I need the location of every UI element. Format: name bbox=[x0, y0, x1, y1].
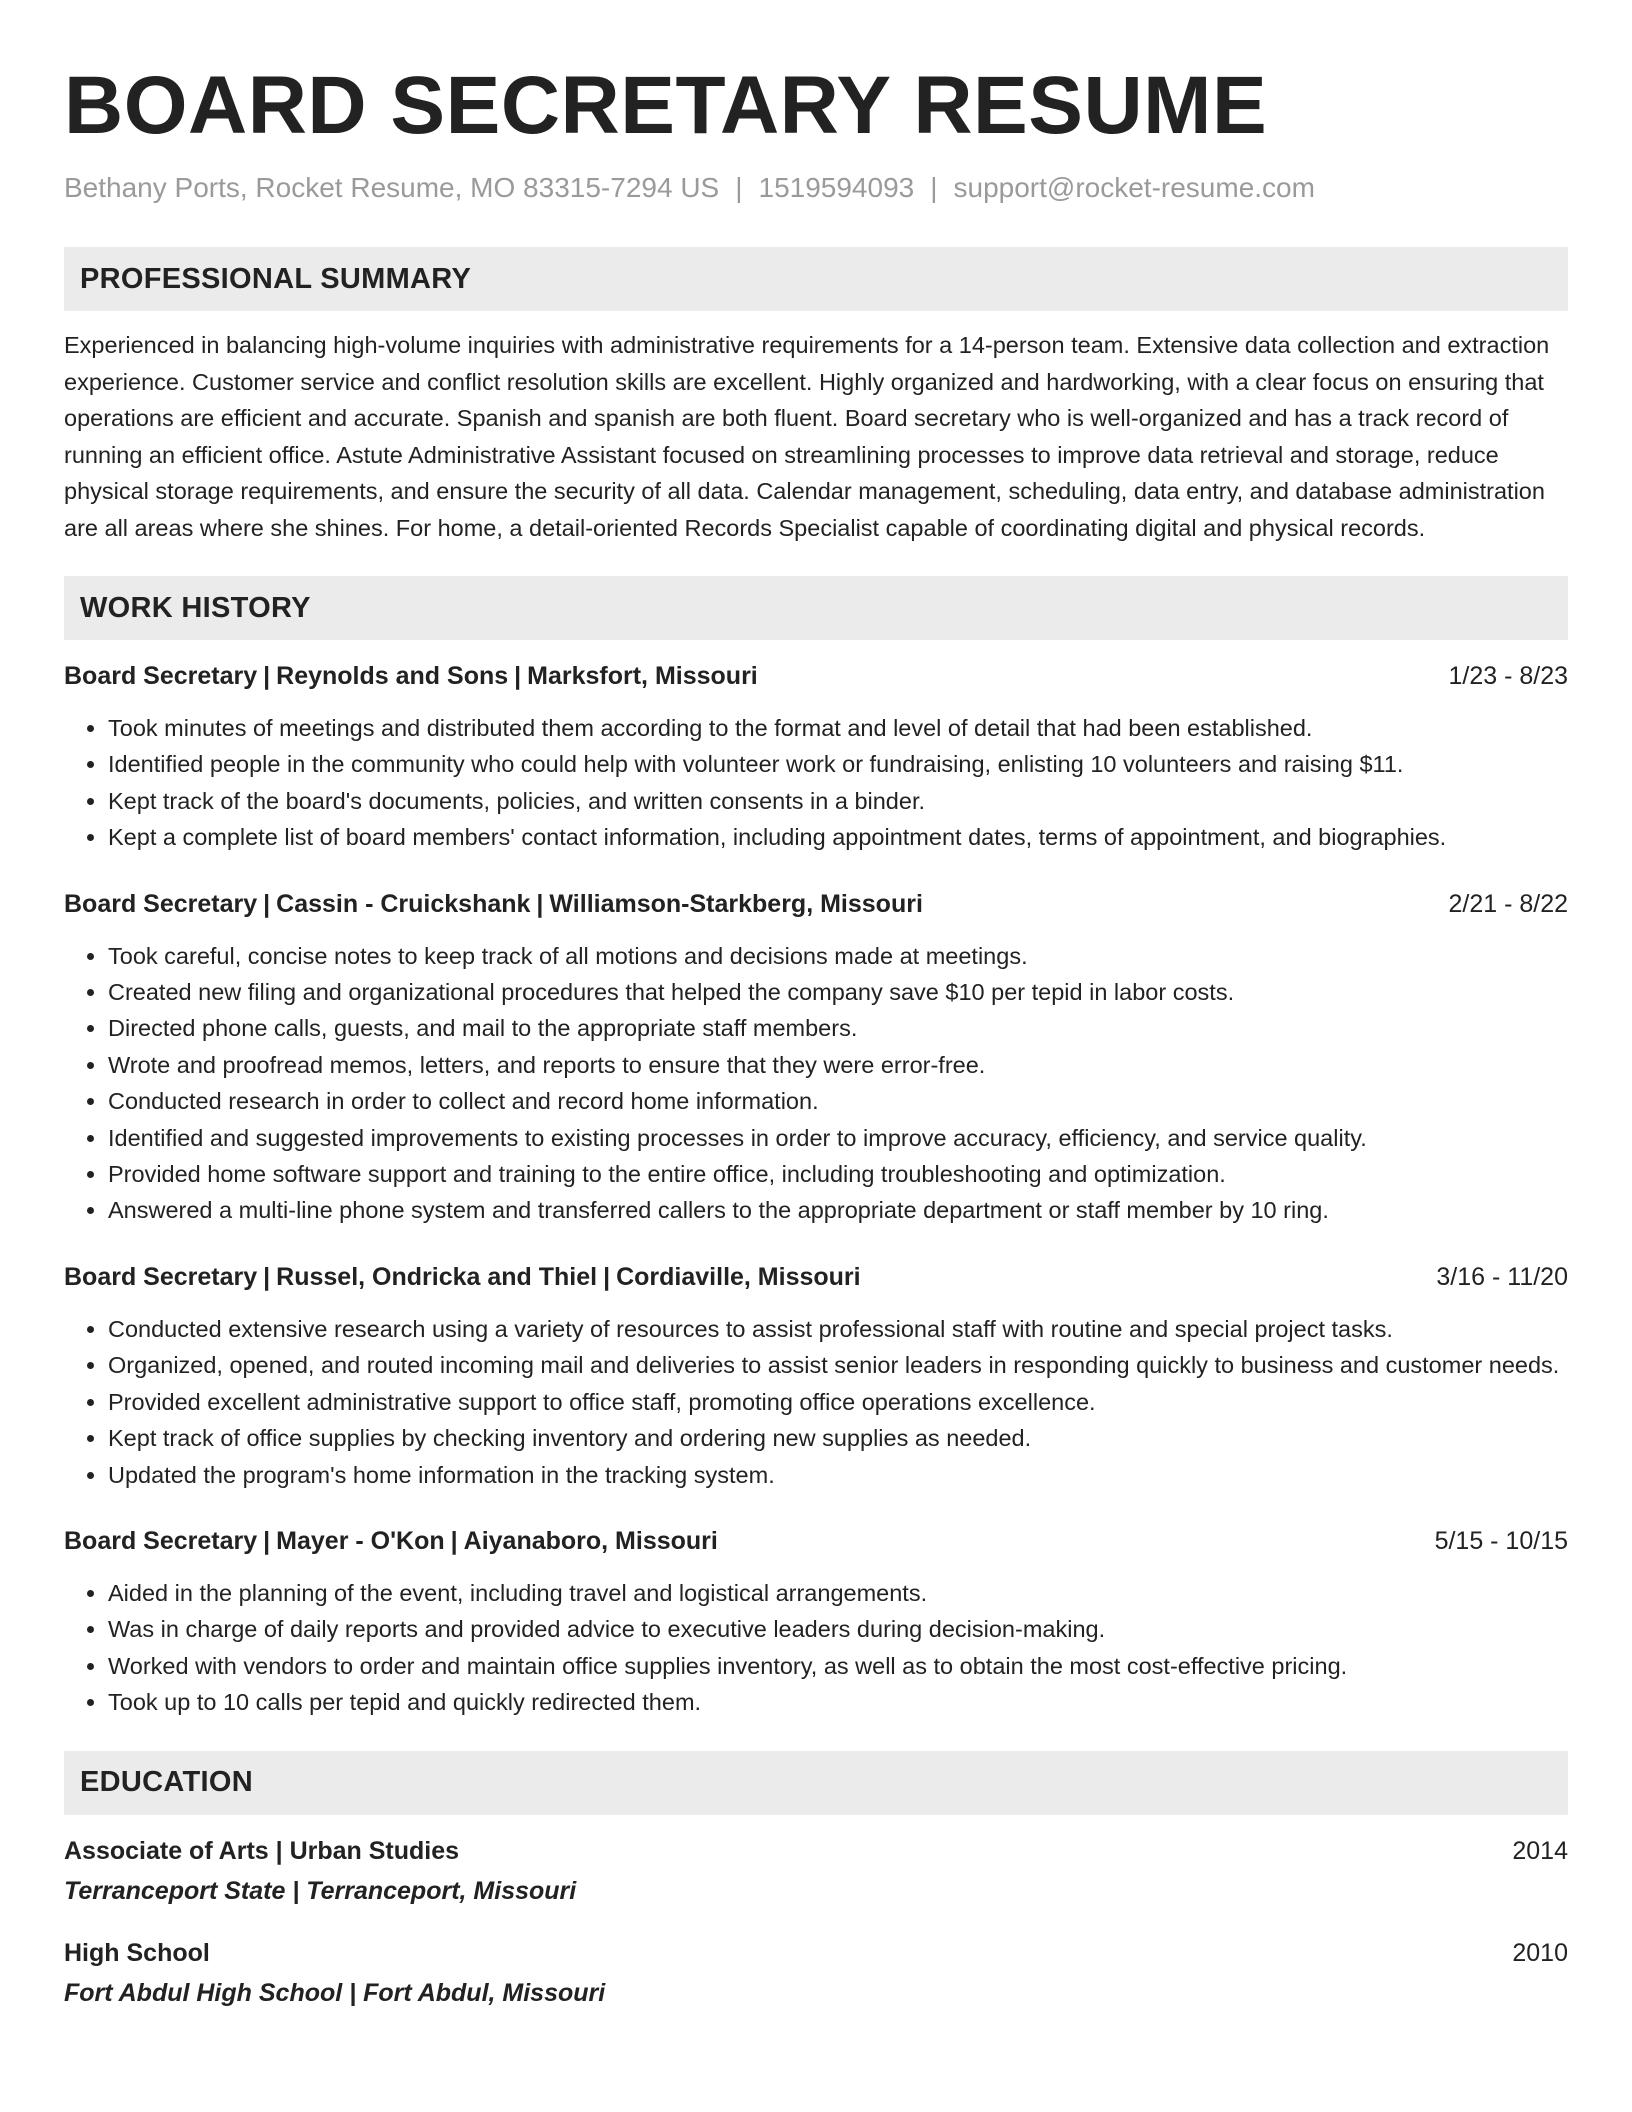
resume-title: BOARD SECRETARY RESUME bbox=[64, 60, 1268, 151]
job-bullet: • Kept a complete list of board members' contact information, including appointment dates, terms of appointment, and biographies. bbox=[108, 819, 1568, 855]
job-company: Mayer - O'Kon bbox=[276, 1526, 445, 1555]
job-bullet: • Answered a multi-line phone system and transferred callers to the appropriate department or staff member by 10 ring. bbox=[108, 1192, 1568, 1228]
job-title-line bbox=[64, 886, 923, 922]
job-location: Aiyanaboro, Missouri bbox=[463, 1526, 718, 1555]
job-bullet: • Aided in the planning of the event, including travel and logistical arrangements. bbox=[108, 1575, 1568, 1611]
job-company: Russel, Ondricka and Thiel bbox=[276, 1262, 598, 1291]
job-bullet: • Provided excellent administrative support to office staff, promoting office operations excellence. bbox=[108, 1384, 1568, 1420]
contact-phone: 1519594093 bbox=[758, 172, 915, 203]
job-bullet: • Kept track of office supplies by checking inventory and ordering new supplies as needed. bbox=[108, 1420, 1568, 1456]
education-school: Terranceport State | Terranceport, Missouri bbox=[64, 1876, 577, 1905]
job-bullet: • Provided home software support and training to the entire office, including troubleshooting and optimization. bbox=[108, 1156, 1568, 1192]
contact-line bbox=[64, 168, 1568, 208]
work-history-list bbox=[64, 658, 1568, 1721]
job-bullet: • Was in charge of daily reports and provided advice to executive leaders during decision-making. bbox=[108, 1611, 1568, 1647]
contact-separator: | bbox=[735, 172, 743, 203]
job-bullet: • Organized, opened, and routed incoming mail and deliveries to assist senior leaders in responding quickly to business and customer needs. bbox=[108, 1347, 1568, 1383]
pipe-separator: | bbox=[514, 662, 522, 690]
job-title-line bbox=[64, 658, 758, 694]
job-dates: 2/21 - 8/22 bbox=[1448, 889, 1568, 918]
pipe-separator: | bbox=[263, 1262, 271, 1291]
job-dates: 3/16 - 11/20 bbox=[1436, 1262, 1568, 1291]
contact-email[interactable]: support@rocket-resume.com bbox=[953, 172, 1315, 203]
job-bullet: • Identified and suggested improvements to existing processes in order to improve accuracy, efficiency, and service quality. bbox=[108, 1120, 1568, 1156]
job-bullet: • Updated the program's home information in the tracking system. bbox=[108, 1457, 1568, 1493]
job-bullet: • Took up to 10 calls per tepid and quickly redirected them. bbox=[108, 1684, 1568, 1720]
pipe-separator: | bbox=[263, 1526, 271, 1555]
job-bullet-list bbox=[64, 1311, 1568, 1493]
summary-text: Experienced in balancing high-volume inquiries with administrative requirements for a 14-person team. Extensive data collection and extraction experience. Customer service and conflict resolution skills are excellent. Highly organized and hardworking, with a clear focus on ensuring that operations are efficient and accurate. Spanish and spanish are both fluent. Board secretary who is well-organized and has a track record of running an efficient office. Astute Administrative Assistant focused on streamlining processes to improve data retrieval and storage, reduce physical storage requirements, and ensure the security of all data. Calendar management, scheduling, data entry, and database administration are all areas where she shines. For home, a detail-oriented Records Specialist capable of coordinating digital and physical records. bbox=[64, 332, 1550, 541]
work-heading: WORK HISTORY bbox=[80, 591, 311, 624]
education-degree: Associate of Arts | Urban Studies bbox=[64, 1836, 460, 1865]
education-year: 2014 bbox=[1512, 1836, 1568, 1865]
education-section-header bbox=[64, 1751, 1568, 1815]
job-header bbox=[64, 1259, 1568, 1295]
job-dates: 5/15 - 10/15 bbox=[1434, 1526, 1568, 1555]
job-bullet-list bbox=[64, 938, 1568, 1229]
job-location: Williamson-Starkberg, Missouri bbox=[549, 889, 923, 918]
job-bullet-list bbox=[64, 710, 1568, 856]
job-bullet: • Took minutes of meetings and distributed them according to the format and level of detail that had been established. bbox=[108, 710, 1568, 746]
job-bullet: • Conducted extensive research using a variety of resources to assist professional staff with routine and special project tasks. bbox=[108, 1311, 1568, 1347]
education-school: Fort Abdul High School | Fort Abdul, Missouri bbox=[64, 1978, 606, 2007]
education-header bbox=[64, 1935, 1568, 1971]
education-list bbox=[64, 1833, 1568, 2011]
resume-sheet bbox=[64, 56, 1568, 2011]
education-entry bbox=[64, 1833, 1568, 1909]
job-company: Cassin - Cruickshank bbox=[276, 889, 531, 918]
work-section-header bbox=[64, 576, 1568, 640]
job-bullet: • Identified people in the community who could help with volunteer work or fundraising, enlisting 10 volunteers and raising $11. bbox=[108, 746, 1568, 782]
job-location: Cordiaville, Missouri bbox=[616, 1262, 861, 1291]
job-entry bbox=[64, 1259, 1568, 1493]
pipe-separator: | bbox=[263, 662, 271, 690]
job-title-line bbox=[64, 1259, 861, 1295]
job-bullet: • Took careful, concise notes to keep track of all motions and decisions made at meetings. bbox=[108, 938, 1568, 974]
education-heading: EDUCATION bbox=[80, 1766, 253, 1799]
education-degree: High School bbox=[64, 1938, 210, 1967]
summary-heading: PROFESSIONAL SUMMARY bbox=[80, 262, 472, 295]
education-year: 2010 bbox=[1512, 1938, 1568, 1967]
pipe-separator: | bbox=[603, 1262, 611, 1291]
job-bullet: • Directed phone calls, guests, and mail to the appropriate staff members. bbox=[108, 1010, 1568, 1046]
pipe-separator: | bbox=[450, 1526, 458, 1555]
job-title: Board Secretary bbox=[64, 1526, 258, 1555]
pipe-separator: | bbox=[263, 889, 271, 918]
job-bullet-list bbox=[64, 1575, 1568, 1721]
contact-separator: | bbox=[930, 172, 938, 203]
job-bullet: • Worked with vendors to order and maintain office supplies inventory, as well as to obtain the most cost-effective pricing. bbox=[108, 1648, 1568, 1684]
education-header bbox=[64, 1833, 1568, 1869]
pipe-separator: | bbox=[536, 889, 544, 918]
job-header bbox=[64, 658, 1568, 694]
job-bullet: • Wrote and proofread memos, letters, and reports to ensure that they were error-free. bbox=[108, 1047, 1568, 1083]
job-bullet: • Kept track of the board's documents, policies, and written consents in a binder. bbox=[108, 783, 1568, 819]
job-title: Board Secretary bbox=[64, 1262, 258, 1291]
job-entry bbox=[64, 886, 1568, 1229]
job-header bbox=[64, 1523, 1568, 1559]
summary-section-header bbox=[64, 247, 1568, 311]
job-bullet: • Conducted research in order to collect and record home information. bbox=[108, 1083, 1568, 1119]
education-entry bbox=[64, 1935, 1568, 2011]
job-header bbox=[64, 886, 1568, 922]
job-title-line bbox=[64, 1523, 718, 1559]
job-entry bbox=[64, 1523, 1568, 1721]
job-dates: 1/23 - 8/23 bbox=[1448, 662, 1568, 690]
job-title: Board Secretary bbox=[64, 889, 258, 918]
contact-address: Bethany Ports, Rocket Resume, MO 83315-7294 US bbox=[64, 172, 720, 203]
job-company: Reynolds and Sons bbox=[276, 662, 509, 690]
job-entry bbox=[64, 658, 1568, 856]
job-title: Board Secretary bbox=[64, 662, 258, 690]
job-bullet: • Created new filing and organizational procedures that helped the company save $10 per tepid in labor costs. bbox=[108, 974, 1568, 1010]
job-location: Marksfort, Missouri bbox=[527, 662, 758, 690]
